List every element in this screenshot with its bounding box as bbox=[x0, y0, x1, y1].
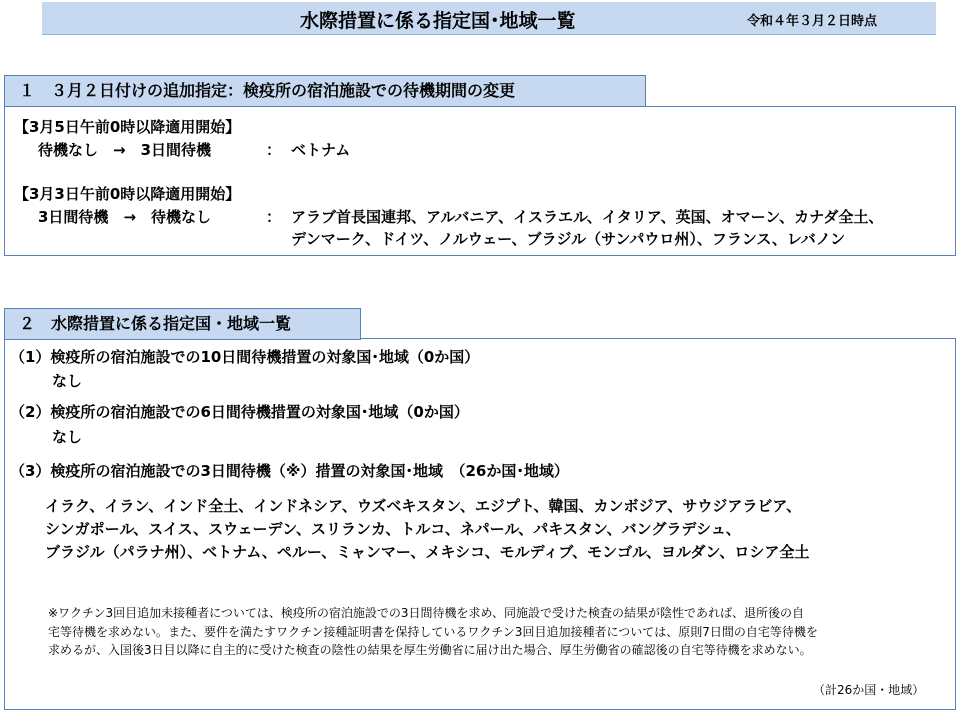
block1-rule: 待機なし → 3日間待機 bbox=[38, 141, 212, 159]
block1-sep: ： bbox=[266, 141, 282, 159]
block2-countries-line1: アラブ首長国連邦、アルバニア、イスラエル、イタリア、英国、オマーン、カナダ全土、 bbox=[291, 208, 884, 226]
item3-countries-line3: ブラジル（パラナ州）、ベトナム、ペルー、ミャンマー、メキシコ、モルディブ、モンゴル、ヨルダン、ロシア全土 bbox=[45, 543, 810, 561]
item2-value: なし bbox=[52, 428, 83, 446]
item1-value: なし bbox=[52, 372, 83, 390]
page-title: 水際措置に係る指定国･地域一覧 bbox=[300, 10, 576, 32]
as-of-date: 令和４年３月２日時点 bbox=[747, 14, 878, 29]
note-line3: 求めるが、入国後3日目以降に自主的に受けた検査の陰性の結果を厚生労働省に届け出た場合、厚生労働省の確認後の自宅等待機を求めない。 bbox=[48, 643, 812, 657]
section1-heading: １ ３月２日付けの追加指定：検疫所の宿泊施設での待機期間の変更 bbox=[4, 75, 646, 107]
item3-label: （3）検疫所の宿泊施設での3日間待機（※）措置の対象国･地域 （26か国･地域） bbox=[10, 462, 569, 480]
note-line1: ※ワクチン3回目追加未接種者については、検疫所の宿泊施設での3日間待機を求め、同施設で受けた検査の結果が陰性であれば、退所後の自 bbox=[48, 606, 805, 620]
block1-bracket: 【3月5日午前0時以降適用開始】 bbox=[14, 118, 241, 136]
item3-countries-line2: シンガポール、スイス、スウェーデン、スリランカ、トルコ、ネパール、パキスタン、バングラデシュ、 bbox=[45, 520, 741, 538]
block2-rule: 3日間待機 → 待機なし bbox=[38, 208, 212, 226]
item1-label: （1）検疫所の宿泊施設での10日間待機措置の対象国･地域（0か国） bbox=[10, 348, 480, 366]
section2-heading: ２ 水際措置に係る指定国・地域一覧 bbox=[4, 308, 361, 340]
block2-bracket: 【3月3日午前0時以降適用開始】 bbox=[14, 185, 241, 203]
item2-label: （2）検疫所の宿泊施設での6日間待機措置の対象国･地域（0か国） bbox=[10, 403, 469, 421]
block2-sep: ： bbox=[266, 208, 282, 226]
total-count: （計26か国・地域） bbox=[813, 683, 925, 697]
note-line2: 宅等待機を求めない。また、要件を満たすワクチン接種証明書を保持しているワクチン3回目追加接種者については、原則7日間の自宅等待機を bbox=[48, 625, 818, 639]
block1-countries: ベトナム bbox=[291, 141, 351, 159]
item3-countries-line1: イラク、イラン、インド全土、インドネシア、ウズベキスタン、エジプト、韓国、カンボジア、サウジアラビア、 bbox=[45, 497, 802, 515]
block2-countries-line2: デンマーク、ドイツ、ノルウェー、ブラジル（サンパウロ州）、フランス、レバノン bbox=[291, 230, 846, 248]
